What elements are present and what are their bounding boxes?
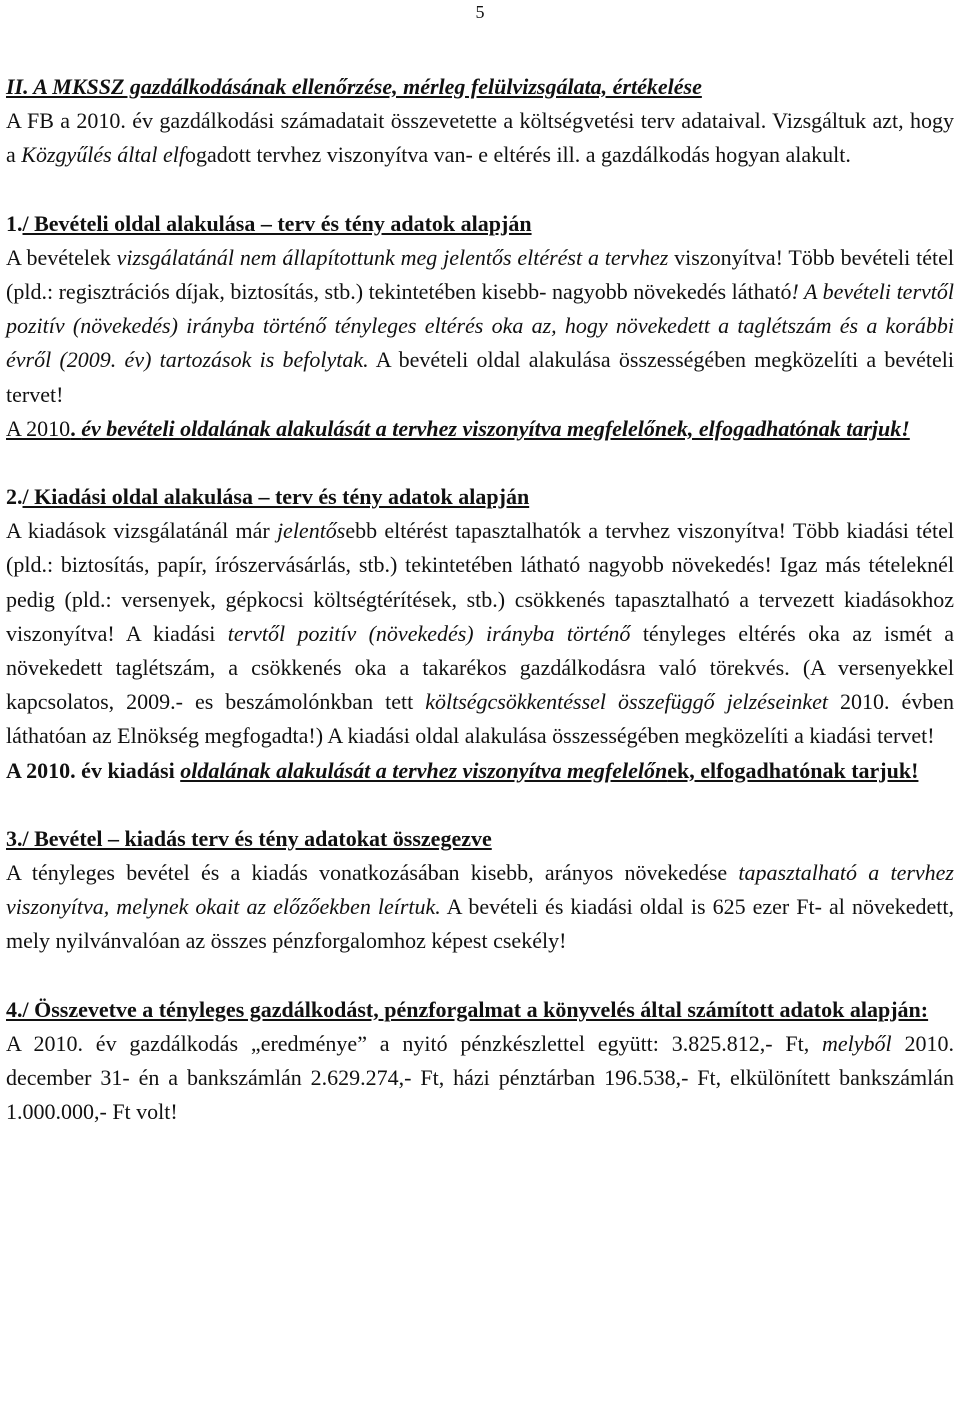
section-4-paragraph — [6, 1027, 954, 1130]
s1-text-3: viszonyítva! Több bevételi tétel (pld.: regisztrációs díjak, biztosítás, stb.) tekintetében kisebb- nagyobb növekedés látható — [6, 244, 954, 305]
s2-conclusion-3: ek, elfogadhatónak tarjuk! — [667, 757, 919, 783]
s1-conclusion-2: . — [70, 415, 82, 441]
section-4-heading: 4./ Összevetve a tényleges gazdálkodást, pénzforgalmat a könyvelés által számított adatok alapján: — [6, 996, 929, 1022]
section-3-heading: 3./ Bevétel – kiadás terv és tény adatokat összegezve — [6, 825, 492, 851]
s1-conclusion-1: A 2010 — [6, 415, 71, 441]
s1-text-italic-2: ! A bevételi tervtől pozitív (növekedés) irányba történő tényleges eltérés oka az, hogy növekedett a taglétszám és a korábbi évről (2009. év) tartozások is befolytak. — [6, 279, 954, 373]
page-number: 5 — [475, 2, 485, 22]
section-1-paragraph — [6, 241, 954, 412]
s2-text-italic-2: tervtől pozitív (növekedés) irányba történő — [227, 620, 631, 646]
intro-text-italic: Közgyűlés által elf — [21, 142, 186, 168]
s4-text-italic: melyből — [822, 1030, 892, 1056]
s2-text-1: A kiadások vizsgálatánál már — [6, 518, 277, 544]
intro-paragraph — [6, 104, 954, 172]
s4-text-1: A 2010. év gazdálkodás „eredménye” a nyitó pénzkészlettel együtt: 3.825.812,- Ft, — [6, 1030, 823, 1056]
s4-text-3: 2010. december 31- én a bankszámlán 2.629.274,- Ft, házi pénztárban 196.538,- Ft, elkülönített bankszámlán 1.000.000,- Ft volt! — [6, 1030, 955, 1125]
s2-text-5: tényleges eltérés oka az ismét a növekedett taglétszám, a csökkenés oka a takarékos gazdálkodásra való törekvés. (A versenyekkel kapcsolatos, 2009.- es beszámolónkban tett — [6, 620, 954, 715]
s3-text-1: A tényleges bevétel és a kiadás vonatkozásában kisebb, arányos növekedése — [6, 860, 739, 886]
s3-text-italic: tapasztalható a tervhez viszonyítva, melynek okait az előzőekben leírtuk. — [6, 860, 954, 920]
s2-conclusion-2: oldalának alakulását a tervhez viszonyítva megfelelőn — [180, 757, 668, 783]
section-2-heading-text: / Kiadási oldal alakulása – terv és tény adatok alapján — [22, 484, 530, 510]
section-2-heading — [6, 480, 954, 514]
s1-text-1: A bevételek — [6, 244, 117, 270]
section-2-conclusion — [6, 754, 954, 788]
section-1-number: 1. — [6, 210, 23, 236]
section-1-heading — [6, 207, 954, 241]
intro-text-1: A FB a 2010. év gazdálkodási számadatait összevetette a költségvetési terv adataival. Vizsgáltuk azt, hogy a — [6, 108, 954, 168]
intro-text-3: ogadott tervhez viszonyítva van- e eltérés ill. a gazdálkodás hogyan alakult. — [185, 142, 851, 168]
s2-text-3: ebb eltérést tapasztalhatók a tervhez viszonyítva! Több kiadási tétel (pld.: biztosítás, papír, írószervásárlás, stb.) tekintetében látható nagyobb növekedés! Igaz más tételeknél pedig (pld.: versenyek, gépkocsi költségtérítések, stb.) csökkenés tapasztalható a tervezett kiadásokhoz viszonyítva! A kiadási — [6, 518, 954, 646]
s2-text-7: 2010. évben láthatóan az Elnökség megfogadta!) A kiadási oldal alakulása összességében megközelíti a kiadási tervet! — [6, 689, 954, 749]
s1-text-italic-1: vizsgálatánál nem állapítottunk meg jelentős eltérést a tervhez — [116, 244, 669, 270]
s2-conclusion-1: A 2010. év kiadási — [6, 757, 181, 783]
s1-text-5: A bevételi oldal alakulása összességében megközelíti a bevételi tervet! — [6, 347, 954, 407]
section-2-paragraph — [6, 514, 954, 753]
s1-conclusion-3: év bevételi oldalának alakulását a tervhez viszonyítva megfelelőnek, elfogadhatónak tarjuk! — [81, 415, 910, 441]
s2-text-italic-1: jelentős — [276, 518, 346, 544]
section-1-conclusion — [6, 412, 954, 446]
section-title: II. A MKSSZ gazdálkodásának ellenőrzése, mérleg felülvizsgálata, értékelése — [6, 74, 702, 99]
s2-text-italic-3: költségcsökkentéssel összefüggő jelzéseinket — [425, 689, 828, 715]
section-3-paragraph — [6, 856, 954, 959]
s3-text-3: A bevételi és kiadási oldal is 625 ezer Ft- al növekedett, mely nyilvánvalóan az összes pénzforgalomhoz képest csekély! — [6, 894, 954, 954]
section-2-number: 2. — [6, 484, 23, 510]
section-1-heading-text: / Bevételi oldal alakulása – terv és tény adatok alapján — [22, 210, 532, 236]
